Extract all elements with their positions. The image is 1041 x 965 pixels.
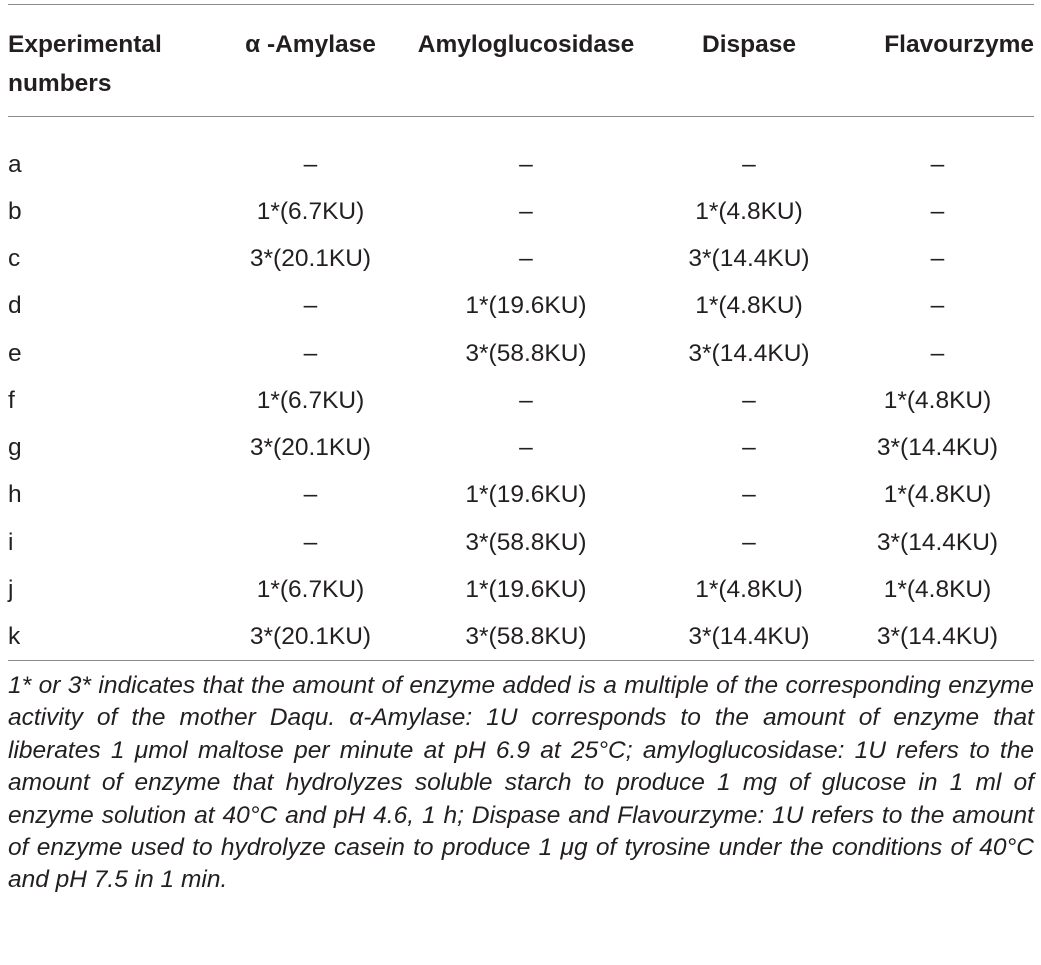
cell-experiment-id: b [8,197,22,225]
table-row [8,188,1034,235]
cell-experiment-id: g [8,434,22,462]
table-row [8,235,1034,282]
cell-experiment-id: i [8,528,14,556]
cell-alpha: 3*(20.1KU) [249,434,372,462]
cell-flav: – [930,150,945,178]
cell-amylo: – [519,244,533,272]
cell-flav: – [930,244,945,272]
cell-dispase: 1*(4.8KU) [695,197,803,225]
cell-alpha: 1*(6.7KU) [256,197,365,225]
table-header-row [8,0,1034,116]
cell-amylo: – [519,197,533,225]
cell-flav: 1*(4.8KU) [883,481,992,509]
table-row [8,377,1034,424]
cell-dispase: – [742,150,756,178]
table-row [8,566,1034,613]
cell-dispase: 3*(14.4KU) [688,623,810,651]
cell-amylo: – [519,386,533,414]
cell-flav: – [930,339,945,367]
cell-amylo: 3*(58.8KU) [465,623,587,651]
cell-flav: – [930,197,945,225]
cell-experiment-id: a [8,150,22,178]
header-amyloglucosidase: Amyloglucosidase [417,31,635,58]
cell-alpha: 1*(6.7KU) [256,576,365,604]
table-row [8,283,1034,330]
cell-experiment-id: f [8,386,15,414]
cell-amylo: 1*(19.6KU) [465,292,587,320]
cell-dispase: 3*(14.4KU) [688,244,810,272]
table-row [8,519,1034,566]
table-row [8,330,1034,377]
cell-amylo: 3*(58.8KU) [465,528,587,556]
table-row [8,472,1034,519]
cell-dispase: – [742,434,756,462]
cell-amylo: – [519,150,533,178]
cell-experiment-id: c [8,244,21,272]
cell-alpha: 3*(20.1KU) [249,623,372,651]
cell-experiment-id: j [8,576,14,604]
cell-amylo: 1*(19.6KU) [465,481,587,509]
table-row [8,614,1034,661]
cell-flav: 3*(14.4KU) [876,528,999,556]
cell-amylo: – [519,434,533,462]
header-exp-line1: Experimental [8,31,162,58]
cell-flav: 1*(4.8KU) [883,386,992,414]
table-footnote: 1* or 3* indicates that the amount of enzyme added is a multiple of the corresponding enzyme activity of the mother Daqu. α-Amylase: 1U corresponds to the amount of enzyme that liberates 1 μmol maltose per minute at pH 6.9 at 25°C; amyloglucosidase: 1U refers to the amount of enzyme that hydrolyzes soluble starch to produce 1 mg of glucose in 1 ml of enzyme solution at 40°C and pH 4.6, 1 h; Dispase and Flavourzyme: 1U refers to the amount of enzyme used to hydrolyze casein to produce 1 μg of tyrosine under the conditions of 40°C and pH 7.5 in 1 min. [8,672,1034,894]
cell-alpha: – [303,292,318,320]
enzyme-table [8,0,1034,661]
cell-dispase: 1*(4.8KU) [695,292,803,320]
cell-alpha: – [303,339,318,367]
header-alpha-amylase: α -Amylase [245,31,376,58]
cell-flav: 3*(14.4KU) [876,434,999,462]
table-row [8,424,1034,471]
cell-dispase: 1*(4.8KU) [695,576,803,604]
header-flavourzyme: Flavourzyme [884,31,1034,58]
cell-alpha: – [303,528,318,556]
cell-alpha: – [303,150,318,178]
cell-alpha: – [303,481,318,509]
cell-flav: 3*(14.4KU) [876,623,999,651]
cell-experiment-id: h [8,481,22,509]
cell-experiment-id: d [8,292,22,320]
cell-amylo: 1*(19.6KU) [465,576,587,604]
cell-experiment-id: k [8,623,21,651]
cell-dispase: 3*(14.4KU) [688,339,810,367]
cell-dispase: – [742,481,756,509]
table-row [8,116,1034,188]
cell-dispase: – [742,386,756,414]
cell-flav: 1*(4.8KU) [883,576,992,604]
cell-dispase: – [742,528,756,556]
cell-alpha: 3*(20.1KU) [249,244,372,272]
header-dispase: Dispase [702,31,796,58]
cell-alpha: 1*(6.7KU) [256,386,365,414]
cell-experiment-id: e [8,339,22,367]
header-exp-line2: numbers [8,70,112,97]
cell-amylo: 3*(58.8KU) [465,339,587,367]
cell-flav: – [930,292,945,320]
header-experimental-numbers [8,0,226,116]
table-body [8,116,1034,661]
